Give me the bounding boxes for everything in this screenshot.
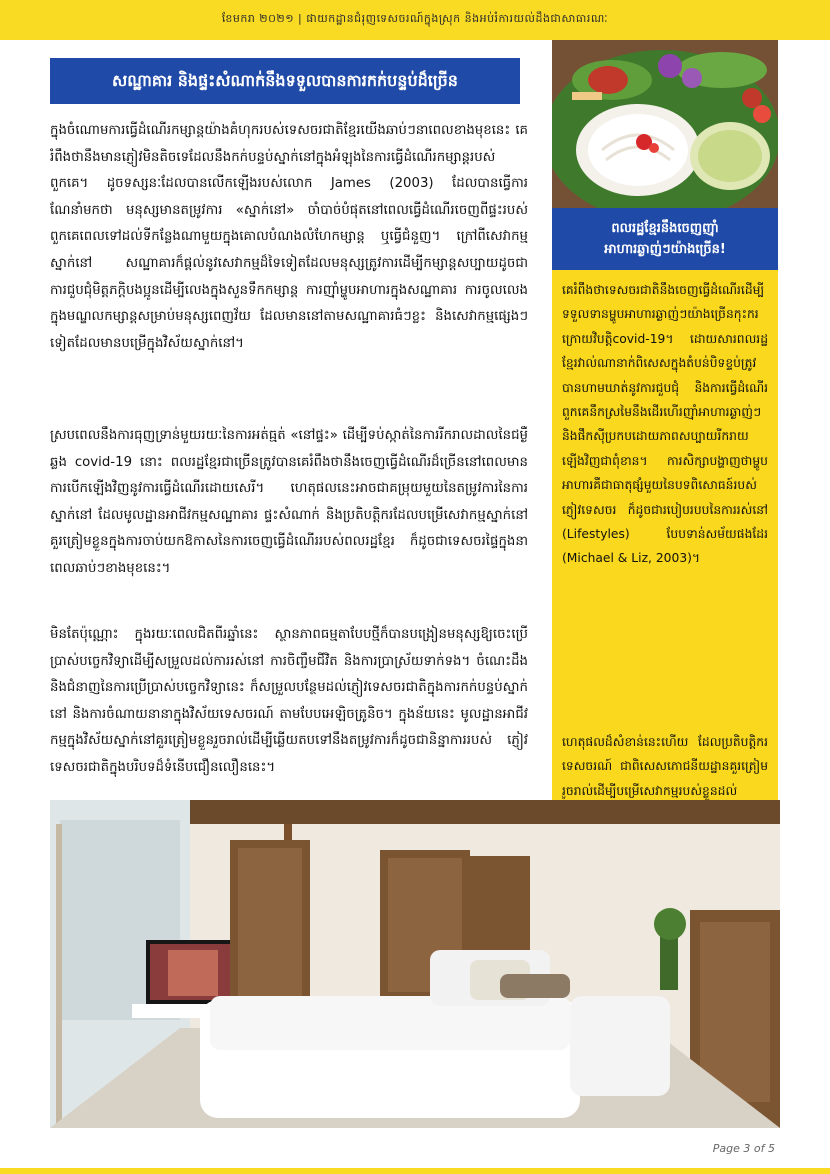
header-bar [0,0,830,40]
sidebar-paragraph-2: ហេតុផលដ៏សំខាន់នេះហើយ ដែលប្រតិបត្តិករទេសចរណ៍ ជាពិសេសភោជនីយដ្ឋានគួរត្រៀមរួចរាល់ដើម្បីបម្រើសេវាកម្មរបស់ខ្លួនដល់ [562,735,768,798]
article-body [50,118,528,821]
sidebar-paragraph-1: គេរំពឹងថាទេសចរជាតិនឹងចេញធ្វើដំណើរដើម្បីទទួលទានម្ហូបអាហារឆ្ងាញ់ៗយ៉ាងច្រើនកុះករក្រោយវិបត្តិcovid-19។ ដោយសារពលរដ្ឋខ្មែរវាល់ណានាក់ពិសេសក្នុងតំបន់បិទខ្ទប់ត្រូវបានហាមឃាត់នូវការជួបជុំ និងការធ្វើដំណើរ ពួកគេនឹកស្រមៃនឹងដើរហើរញ៉ាំអាហារឆ្ងាញ់ៗ និងផឹកស៊ីប្រកបដោយភាពសប្បាយរីករាយឡើងវិញជាពុំខាន។ ការសិក្សាបង្ហាញថាម្ហូបអាហារគឺជាធាតុផ្សំមួយនៃបទពិសោធន៍របស់ភ្ញៀវទេសចរ ក៏ដូចជារបៀបរបបនៃការរស់នៅ (Lifestyles) បែបទាន់សម័យផងដែរ (Michael & Liz, 2003)។ [562,283,768,566]
sidebar-title [552,208,778,270]
article-paragraph-2: ស្របពេលនឹងការធុញទ្រាន់មួយរយៈនៃការអត់ធ្មត់ «នៅផ្ទះ» ដើម្បីទប់ស្កាត់នៃការរីករាលដាលនៃជម្ងឺឆ្លង covid-19 នោះ ពលរដ្ឋខ្មែរជាច្រើនត្រូវបានគេរំពឹងថានឹងចេញធ្វើដំណើរដ៏ច្រើននៅពេលមានការបើកឡើងវិញនូវការធ្វើដំណើរដោយសេរី។ ហេតុផលនេះអាចជាគម្រុយមួយនៃតម្រូវការនៃការស្នាក់នៅ ដែលមូលដ្ឋានអាជីវកម្មសណ្ឋាគារ ផ្ទះសំណាក់ និងប្រតិបត្តិករដែលបម្រើសេវាកម្មស្នាក់នៅ គួរត្រៀមខ្លួនក្នុងការចាប់យកឱកាសនៃការចេញធ្វើដំណើររបស់ពលរដ្ឋខ្មែរ ក៏ដូចជាទេសចរផ្ទៃក្នុងនាពេលឆាប់ៗខាងមុខនេះ។ [50,428,528,576]
article-paragraph-3: មិនតែប៉ុណ្ណោះ ក្នុងរយៈពេលជិតពីរឆ្នាំនេះ ស្ថានភាពធម្មតាបែបថ្មីក៏បានបង្រៀនមនុស្សឱ្យចេះប្រើប្រាស់បច្ចេកវិទ្យាដើម្បីសម្រួលដល់ការរស់នៅ ការចិញ្ចឹមជីវិត និងការប្រាស្រ័យទាក់ទង។ ចំណេះដឹង និងជំនាញនៃការប្រើប្រាស់បច្ចេកវិទ្យានេះ ក៏សម្រួលបន្ថែមដល់ភ្ញៀវទេសចរជាតិក្នុងការកក់បន្ទប់ស្នាក់នៅ និងការចំណាយនានាក្នុងវិស័យទេសចរណ៍ តាមបែបអេឡិចត្រូនិច។ ក្នុងន័យនេះ មូលដ្ឋានអាជីវកម្មក្នុងវិស័យស្នាក់នៅគួរត្រៀមខ្លួនរួចរាល់ដើម្បីឆ្លើយតបទៅនឹងតម្រូវការក៏ដូចជានិន្នាការរបស់ ភ្ញៀវទេសចរជាតិក្នុងបរិបទដ៏ទំនើបជឿនលឿននេះ។ [50,627,528,775]
sidebar-title-line1: ពលរដ្ឋខ្មែរនឹងចេញញ៉ាំ [611,221,719,236]
hotel-room-photo [50,800,780,1128]
footer-bar [0,1168,830,1174]
header-text: ខែមករា ២០២១ | ផាយកដ្ឋានជំរុញទេសចរណ៍ក្នុងស្រុក និងអប់រំការយល់ដឹងជាសាធារណៈ [221,12,609,25]
article-title-text: សណ្ឋាគារ និងផ្ទះសំណាក់នឹងទទួលបានការកក់បន្ទប់ដ៏ច្រើន [112,71,458,91]
sidebar-title-line2: អាហារឆ្ងាញ់ៗយ៉ាងច្រើន! [604,242,726,257]
article-paragraph-1: ក្នុងចំណោមការធ្វើដំណើរកម្សាន្តយ៉ាងគំហុករបស់ទេសចរជាតិខ្មែរយើងឆាប់ៗនាពេលខាងមុខនេះ គេរំពឹងថានឹងមានភ្ញៀវមិនតិចទេដែលនឹងកក់បន្ទប់ស្នាក់នៅក្នុងអំឡុងនៃការធ្វើដំណើរកម្សាន្តរបស់ពួកគេ។ ដូចទស្សនៈដែលបានលើកឡើងរបស់លោក James (2003) ដែលបានធ្វើការណែនាំមកថា មនុស្សមានតម្រូវការ «ស្នាក់នៅ» ចាំបាច់បំផុតនៅពេលធ្វើដំណើរចេញពីផ្ទះរបស់ពួកគេពេលទៅដល់ទីកន្លែងណាមួយក្នុងគោលបំណងលំហែកម្សាន្ត ឬធ្វើជំនួញ។ ក្រៅពីសេវាកម្មស្នាក់នៅ សណ្ឋាគារក៏ផ្តល់នូវសេវាកម្មដ៏ទៃទៀតដែលមនុស្សត្រូវការដើម្បីកម្សាន្តសប្បាយដូចជា ការជួបជុំមិត្តភក្តិបងប្អូនដើម្បីលេងក្នុងសួនទឹកកម្សាន្ត ការញ៉ាំម្ហូបអាហារក្នុងសណ្ឋាគារ ការចូលលេងក្នុងមណ្ឌលកម្សាន្តសម្រាប់មនុស្សពេញវ័យ ដែលមាននៅតាមសណ្ឋាគារធំៗខ្លះ និងសេវាកម្មផ្សេងៗទៀតដែលមានបម្រើក្នុងវិស័យស្នាក់នៅ។ [50,123,528,351]
article-title [50,58,520,104]
food-photo [552,40,778,208]
page-number: Page 3 of 5 [712,1142,775,1155]
